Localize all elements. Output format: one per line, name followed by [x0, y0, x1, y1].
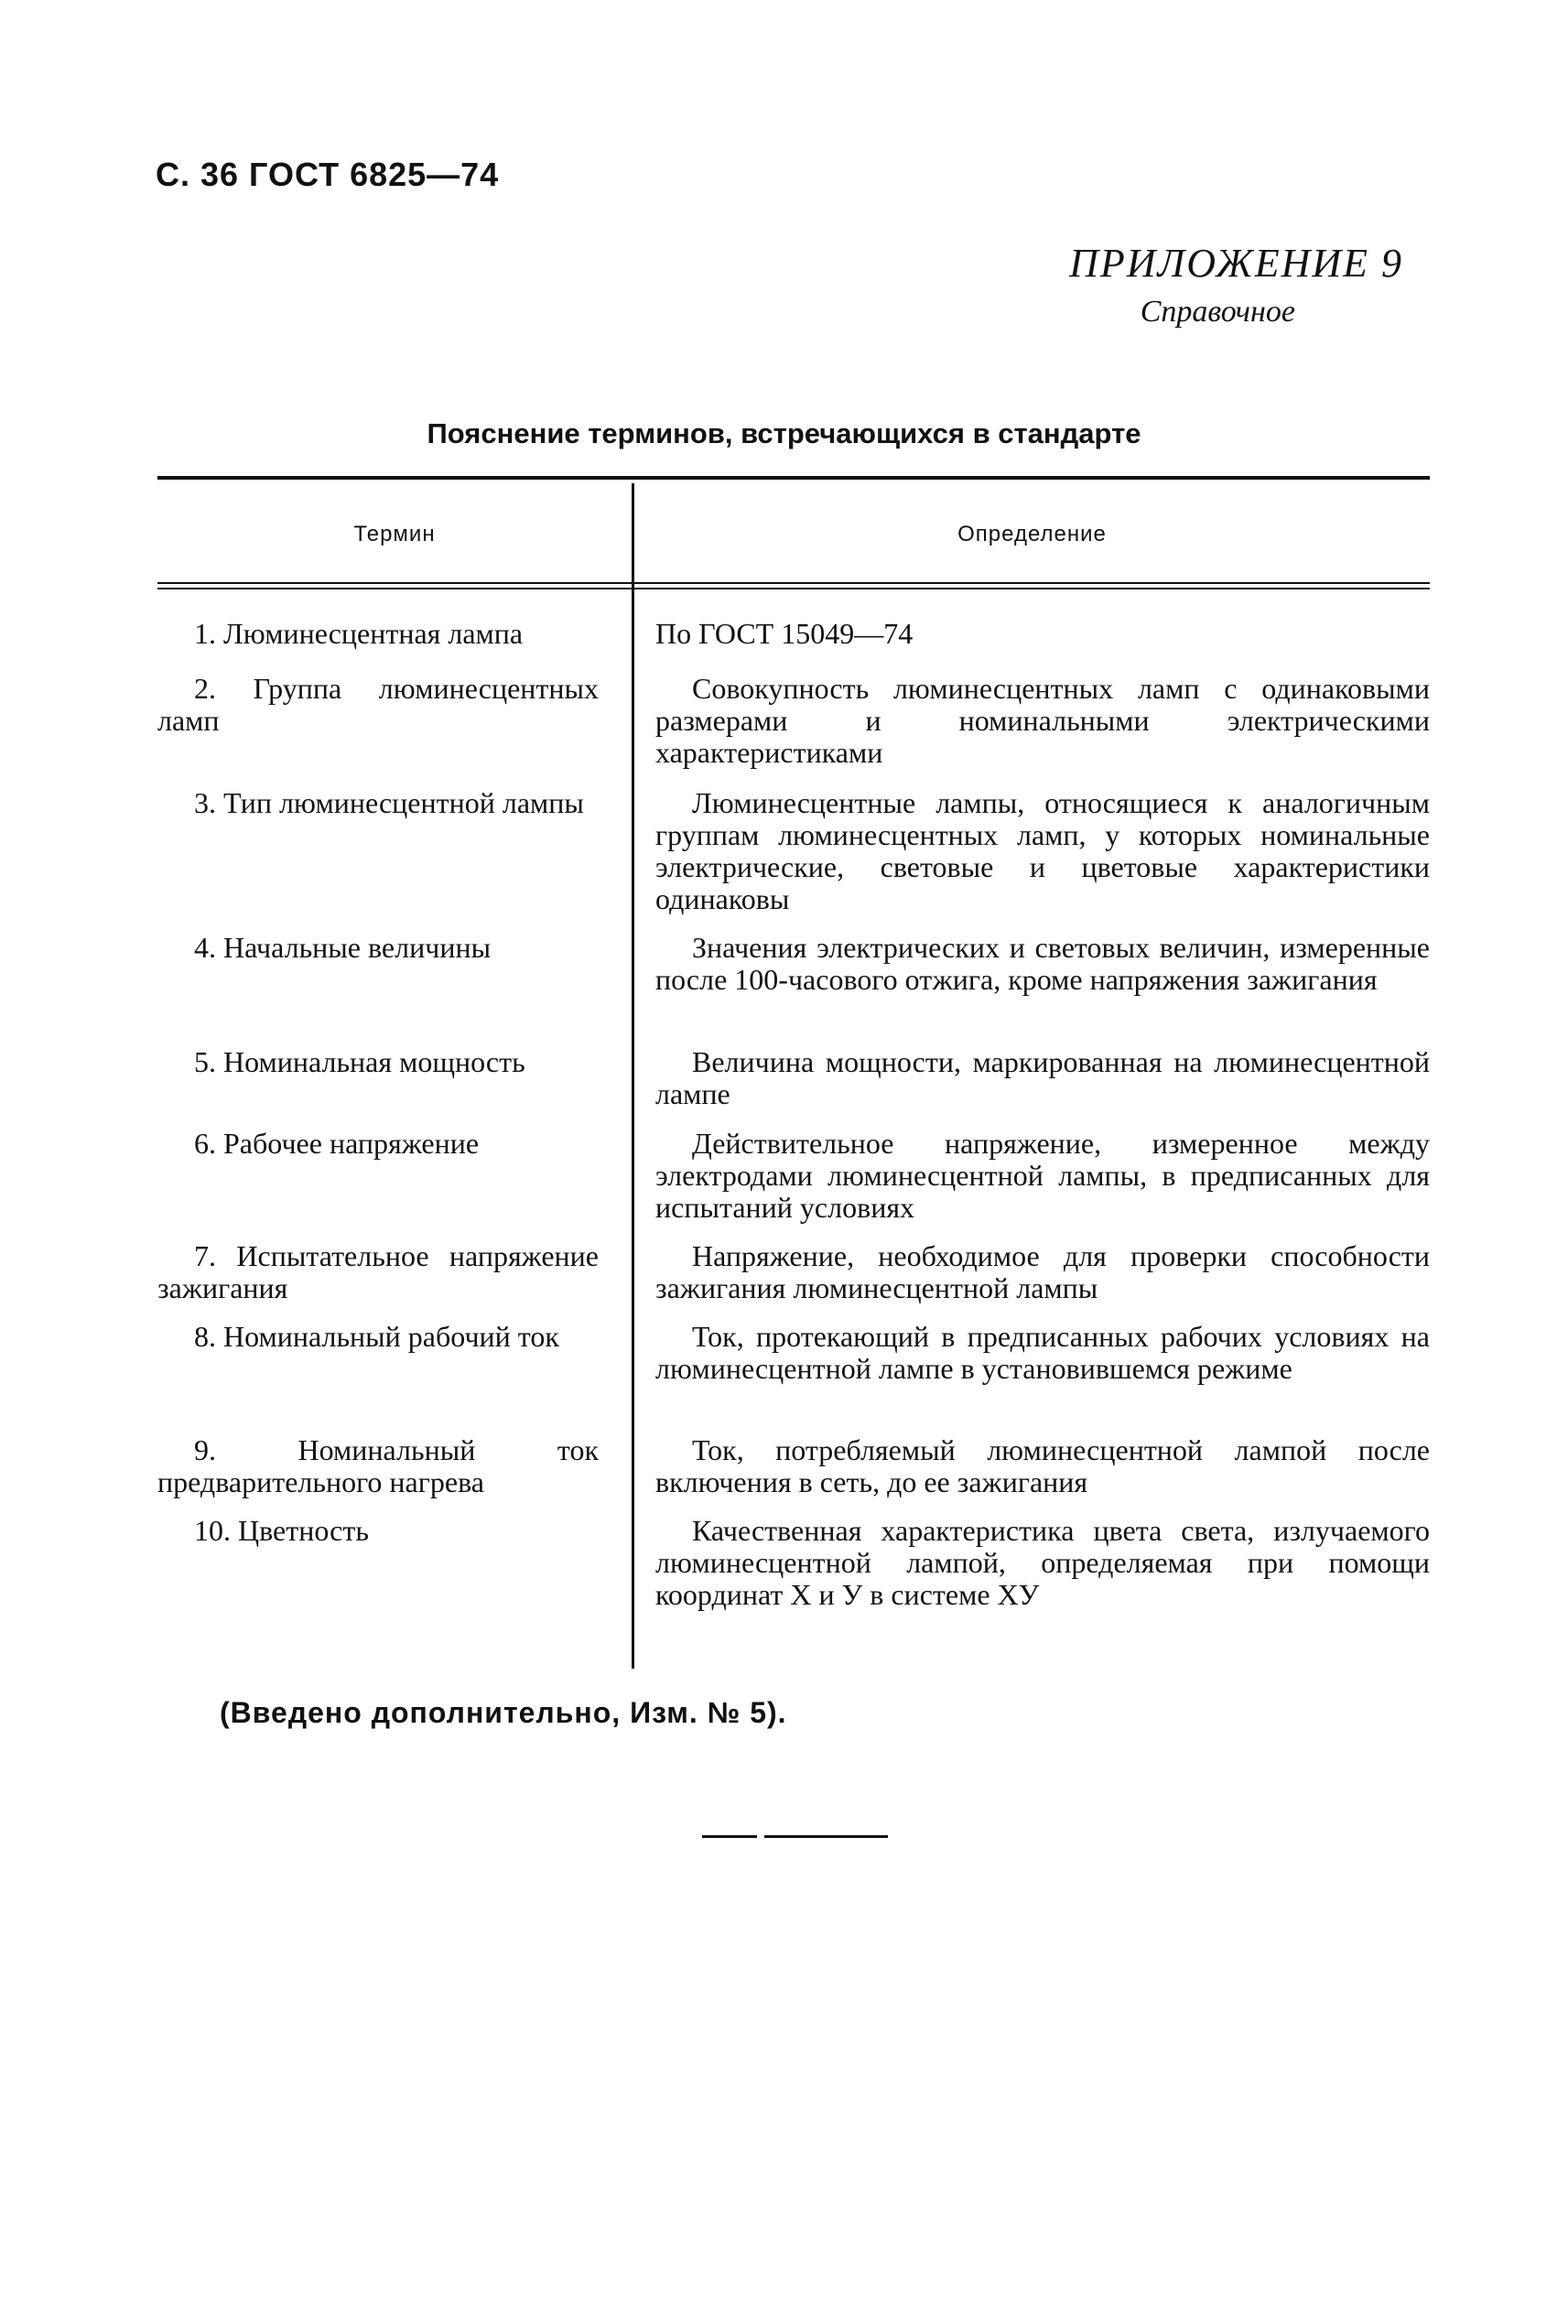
header-rule-double	[157, 588, 1430, 589]
term-cell: 6. Рабочее напряжение	[194, 1127, 480, 1160]
definition-cell: Ток, потребляемый люминесцентной лампой после включения в сеть, до ее зажигания	[655, 1433, 1430, 1498]
term-cell: 10. Цветность	[194, 1514, 369, 1547]
table-top-rule	[157, 476, 1430, 480]
end-mark	[764, 1835, 888, 1838]
term-cell: 3. Тип люминесцентной лампы	[194, 786, 584, 819]
amendment-note: (Введено дополнительно, Изм. № 5).	[220, 1696, 787, 1729]
definition-cell: Люминесцентные лампы, относящиеся к аналогичным группам люминесцентных ламп, у которых номинальные электрические, световые и цветовые характеристики одинаковы	[655, 786, 1430, 915]
definition-cell: Значения электрических и световых величин, измеренные после 100-часового отжига, кроме напряжения зажигания	[655, 931, 1430, 996]
column-header-definition: Определение	[957, 522, 1107, 546]
column-divider	[632, 483, 634, 1669]
end-mark	[702, 1835, 757, 1838]
definition-cell: Ток, протекающий в предписанных рабочих условиях на люминесцентной лампе в установившемся режиме	[655, 1320, 1430, 1385]
term-cell: 5. Номинальная мощность	[194, 1045, 525, 1078]
appendix-title: ПРИЛОЖЕНИЕ 9	[1069, 241, 1403, 286]
term-cell: 7. Испытательное напряжение зажигания	[157, 1239, 599, 1304]
term-cell: 4. Начальные величины	[194, 931, 492, 964]
column-header-term: Термин	[353, 522, 436, 546]
definition-cell: Величина мощности, маркированная на люминесцентной лампе	[655, 1045, 1430, 1110]
definition-cell: Качественная характеристика цвета света, излучаемого люминесцентной лампой, определяемая при помощи координат X и У в системе XУ	[655, 1514, 1430, 1611]
page-header-code: С. 36 ГОСТ 6825—74	[156, 156, 500, 193]
term-cell: 9. Номинальный ток предварительного нагрева	[157, 1433, 599, 1498]
term-cell: 8. Номинальный рабочий ток	[194, 1320, 559, 1353]
term-cell: 2. Группа люминесцентных ламп	[157, 672, 599, 737]
term-cell: 1. Люминесцентная лампа	[194, 617, 524, 650]
definition-cell: Действительное напряжение, измеренное между электродами люминесцентной лампы, в предписанных для испытаний условиях	[655, 1127, 1430, 1224]
appendix-type: Справочное	[1140, 295, 1295, 329]
header-rule	[157, 582, 1430, 584]
definition-cell: Совокупность люминесцентных ламп с одинаковыми размерами и номинальными электрическими характеристиками	[655, 672, 1430, 769]
table-title: Пояснение терминов, встречающихся в стандарте	[427, 417, 1141, 449]
definition-cell: Напряжение, необходимое для проверки способности зажигания люминесцентной лампы	[655, 1239, 1430, 1304]
definition-cell: По ГОСТ 15049—74	[655, 617, 914, 650]
